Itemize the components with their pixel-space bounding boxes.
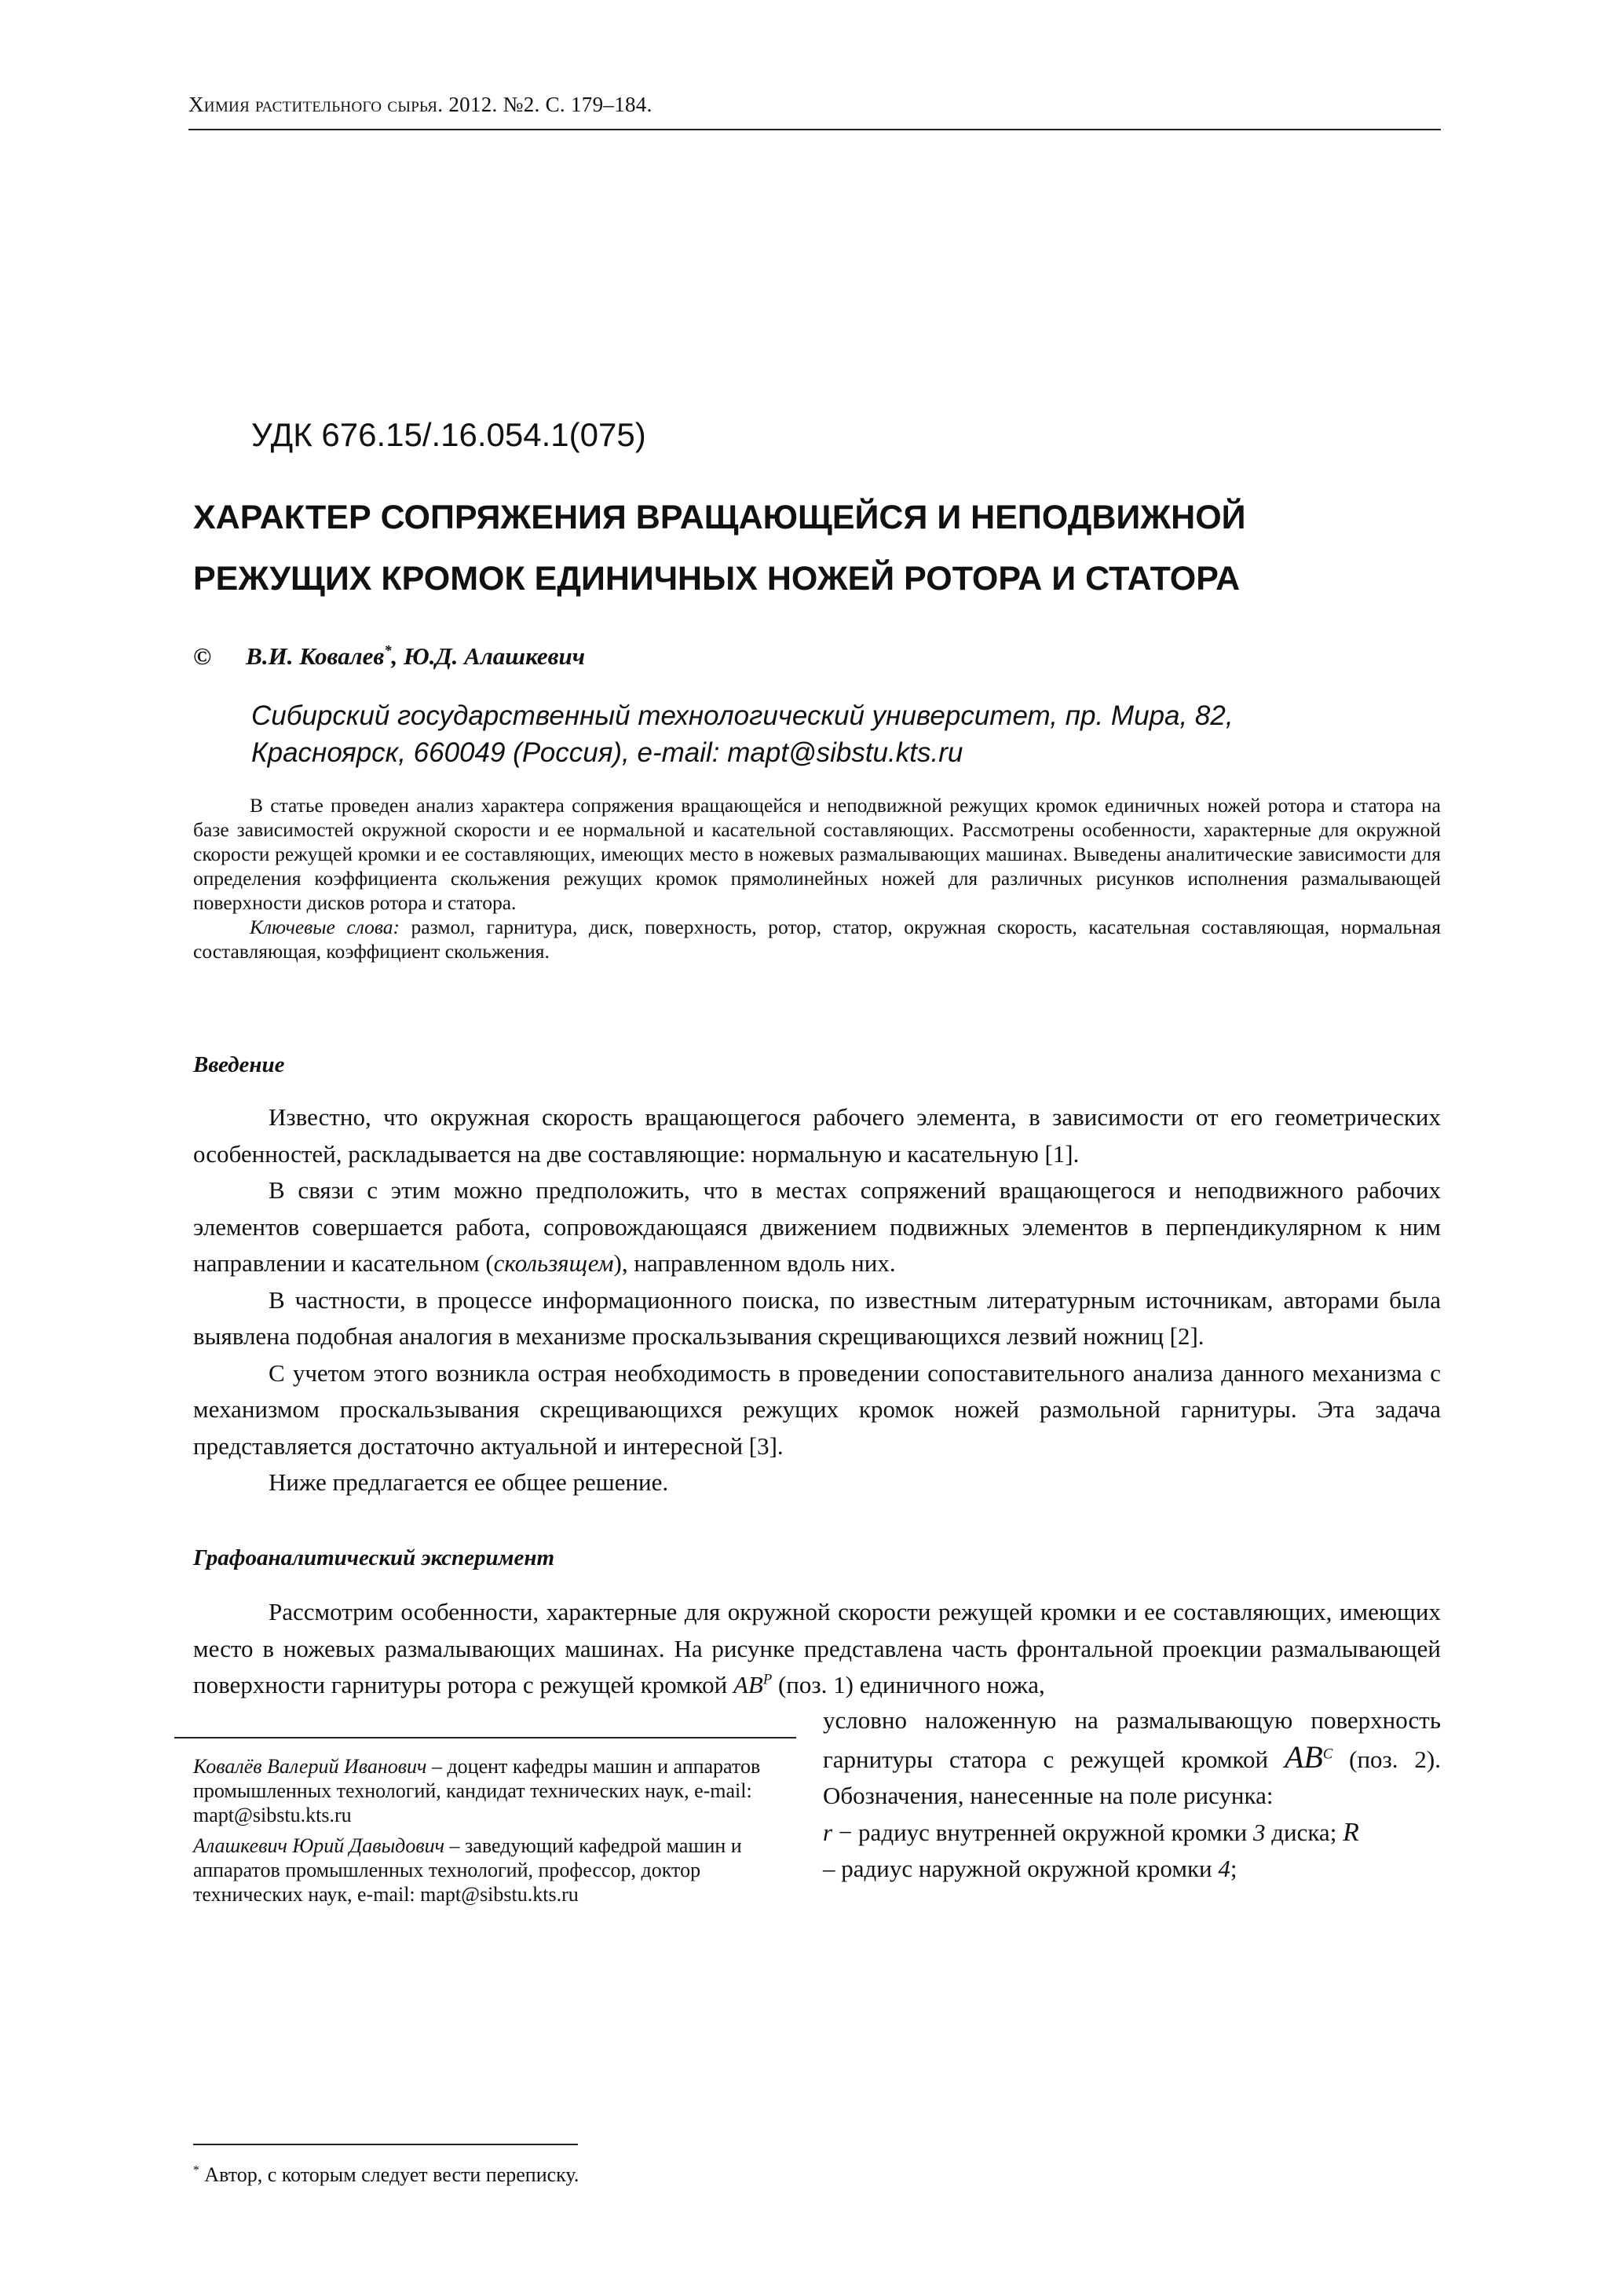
right-column [823, 1702, 1441, 1888]
footnote-rule [193, 2144, 578, 2145]
R-text: – радиус наружной окружной кромки [823, 1855, 1219, 1882]
radius-definitions [823, 1815, 1441, 1888]
footnote-text: Автор, с которым следует вести переписку. [199, 2163, 579, 2186]
intro-paragraph: С учетом этого возникла острая необходимость в проведении сопоставительного анализа данного механизма с механизмом проскальзывания скрещивающихся режущих кромок ножей размольной гарнитуры. Эта задача представляется достаточно актуальной и интересной [3]. [193, 1358, 1441, 1460]
author-notes [193, 1754, 774, 1913]
author-note-1-text: – доцент кафедры машин и аппаратов промышленных технологий, кандидат технических наук, e-mail: mapt@sibstu.kts.ru [193, 1755, 761, 1826]
copyright-sign: © [193, 642, 212, 670]
author-names [246, 642, 585, 670]
author-note-1 [193, 1754, 774, 1827]
intro-paragraph: Известно, что окружная скорость вращающегося рабочего элемента, в зависимости от его геометрических особенностей, раскладывается на две составляющие: нормальную и касательную [1]. [193, 1103, 1441, 1168]
experiment-body [193, 1594, 1441, 1704]
affiliation [251, 697, 1398, 771]
keywords [193, 915, 1441, 963]
intro-paragraph: В частности, в процессе информационного поиска, по известным литературным источникам, авторами была выявлена подобная аналогия в механизме проскальзывания скрещивающихся лезвий ножниц [2]. [193, 1285, 1441, 1350]
r-text-end: диска; [1265, 1818, 1343, 1846]
author-note-2-text: – заведующий кафедрой машин и аппаратов промышленных технологий, профессор, доктор технических наук, e-mail: mapt@sibstu.kts.ru [193, 1834, 742, 1906]
symbol-sup-p: P [762, 1671, 773, 1688]
author-note-1-name: Ковалёв Валерий Иванович [193, 1755, 427, 1778]
keywords-list: размол, гарнитура, диск, поверхность, ротор, статор, окружная скорость, касательная составляющая, нормальная составляющая, коэффициент скольжения. [193, 916, 1441, 963]
corresponding-mark: * [384, 642, 392, 660]
article-title [193, 487, 1449, 609]
intro-p2-text-end: ), направленном вдоль них. [613, 1249, 896, 1277]
footnote-mark: * [193, 2163, 199, 2177]
keywords-label: Ключевые слова: [250, 916, 400, 938]
intro-paragraph [193, 1172, 1441, 1282]
symbol-ab: AB [733, 1671, 763, 1698]
var-r: r [823, 1818, 833, 1846]
author-2: Ю.Д. Алашкевич [404, 642, 586, 670]
author-1: В.И. Ковалев [246, 642, 385, 670]
section-title-experiment: Графоаналитический эксперимент [193, 1545, 555, 1570]
emphasis-sliding: скользящем [493, 1249, 614, 1277]
section-title-intro: Введение [193, 1052, 285, 1077]
authors [193, 642, 585, 671]
affiliation-line-1: Сибирский государственный технологический университет, пр. Мира, 82, [251, 700, 1234, 731]
var-big-r: R [1343, 1817, 1359, 1847]
footnote [193, 2163, 579, 2187]
R-text-end: ; [1230, 1855, 1237, 1882]
r-text: − радиус внутренней окружной кромки [832, 1818, 1253, 1846]
abstract [193, 793, 1441, 963]
symbol-sup-c: C [1322, 1746, 1333, 1763]
running-header [188, 93, 652, 117]
author-note-2 [193, 1834, 774, 1907]
abstract-text: В статье проведен анализ характера сопряжения вращающейся и неподвижной режущих кромок единичных ножей ротора и статора на базе зависимостей окружной скорости и ее нормальной и касательной составляющих. Рассмотрены особенности, характерные для окружной скорости режущей кромки и ее составляющих, имеющих место в ножевых размалывающих машинах. Выведены аналитические зависимости для определения коэффициента скольжения режущих кромок прямолинейных ножей для различных рисунков исполнения размалывающей поверхности дисков ротора и статора. [193, 794, 1441, 914]
udk-code: УДК 676.15/.16.054.1(075) [251, 416, 646, 453]
journal-title: Химия растительного сырья [188, 93, 438, 116]
intro-body [193, 1099, 1441, 1501]
title-line-2: РЕЖУЩИХ КРОМОК ЕДИНИЧНЫХ НОЖЕЙ РОТОРА И СТАТОРА [193, 560, 1241, 598]
citation: . 2012. №2. С. 179–184. [437, 93, 652, 116]
right-text: условно наложенную на размалывающую поверхность гарнитуры статора с режущей кромкой [823, 1706, 1441, 1773]
exp-p1-text: Рассмотрим особенности, характерные для окружной скорости режущей кромки и ее составляющих, имеющих место в ножевых размалывающих машинах. На рисунке представлена часть фронтальной проекции размалывающей поверхности гарнитуры ротора с режущей кромкой [193, 1598, 1441, 1698]
num-4: 4 [1218, 1855, 1230, 1882]
author-separator: , [391, 642, 404, 670]
symbol-ab-c: AB [1284, 1738, 1323, 1775]
title-line-1: ХАРАКТЕР СОПРЯЖЕНИЯ ВРАЩАЮЩЕЙСЯ И НЕПОДВИЖНОЙ [193, 499, 1246, 536]
experiment-paragraph [193, 1594, 1441, 1704]
author-notes-rule [174, 1737, 796, 1738]
right-column-paragraph [823, 1702, 1441, 1815]
num-3: 3 [1252, 1818, 1266, 1846]
intro-paragraph: Ниже предлагается ее общее решение. [269, 1468, 669, 1496]
exp-p1-text-end: (поз. 1) единичного ножа, [772, 1671, 1045, 1698]
intro-p2-text: В связи с этим можно предположить, что в местах сопряжений вращающегося и неподвижного рабочих элементов совершается работа, сопровождающаяся движением подвижных элементов в перпендикулярном к ним направлении и касательном ( [193, 1176, 1441, 1277]
right-text-end: (поз. 2). Обозначения, нанесенные на поле рисунка: [823, 1745, 1442, 1809]
author-note-2-name: Алашкевич Юрий Давыдович [193, 1834, 445, 1857]
header-rule [188, 129, 1441, 130]
affiliation-line-2: Красноярск, 660049 (Россия), e-mail: mapt@sibstu.kts.ru [251, 737, 963, 768]
